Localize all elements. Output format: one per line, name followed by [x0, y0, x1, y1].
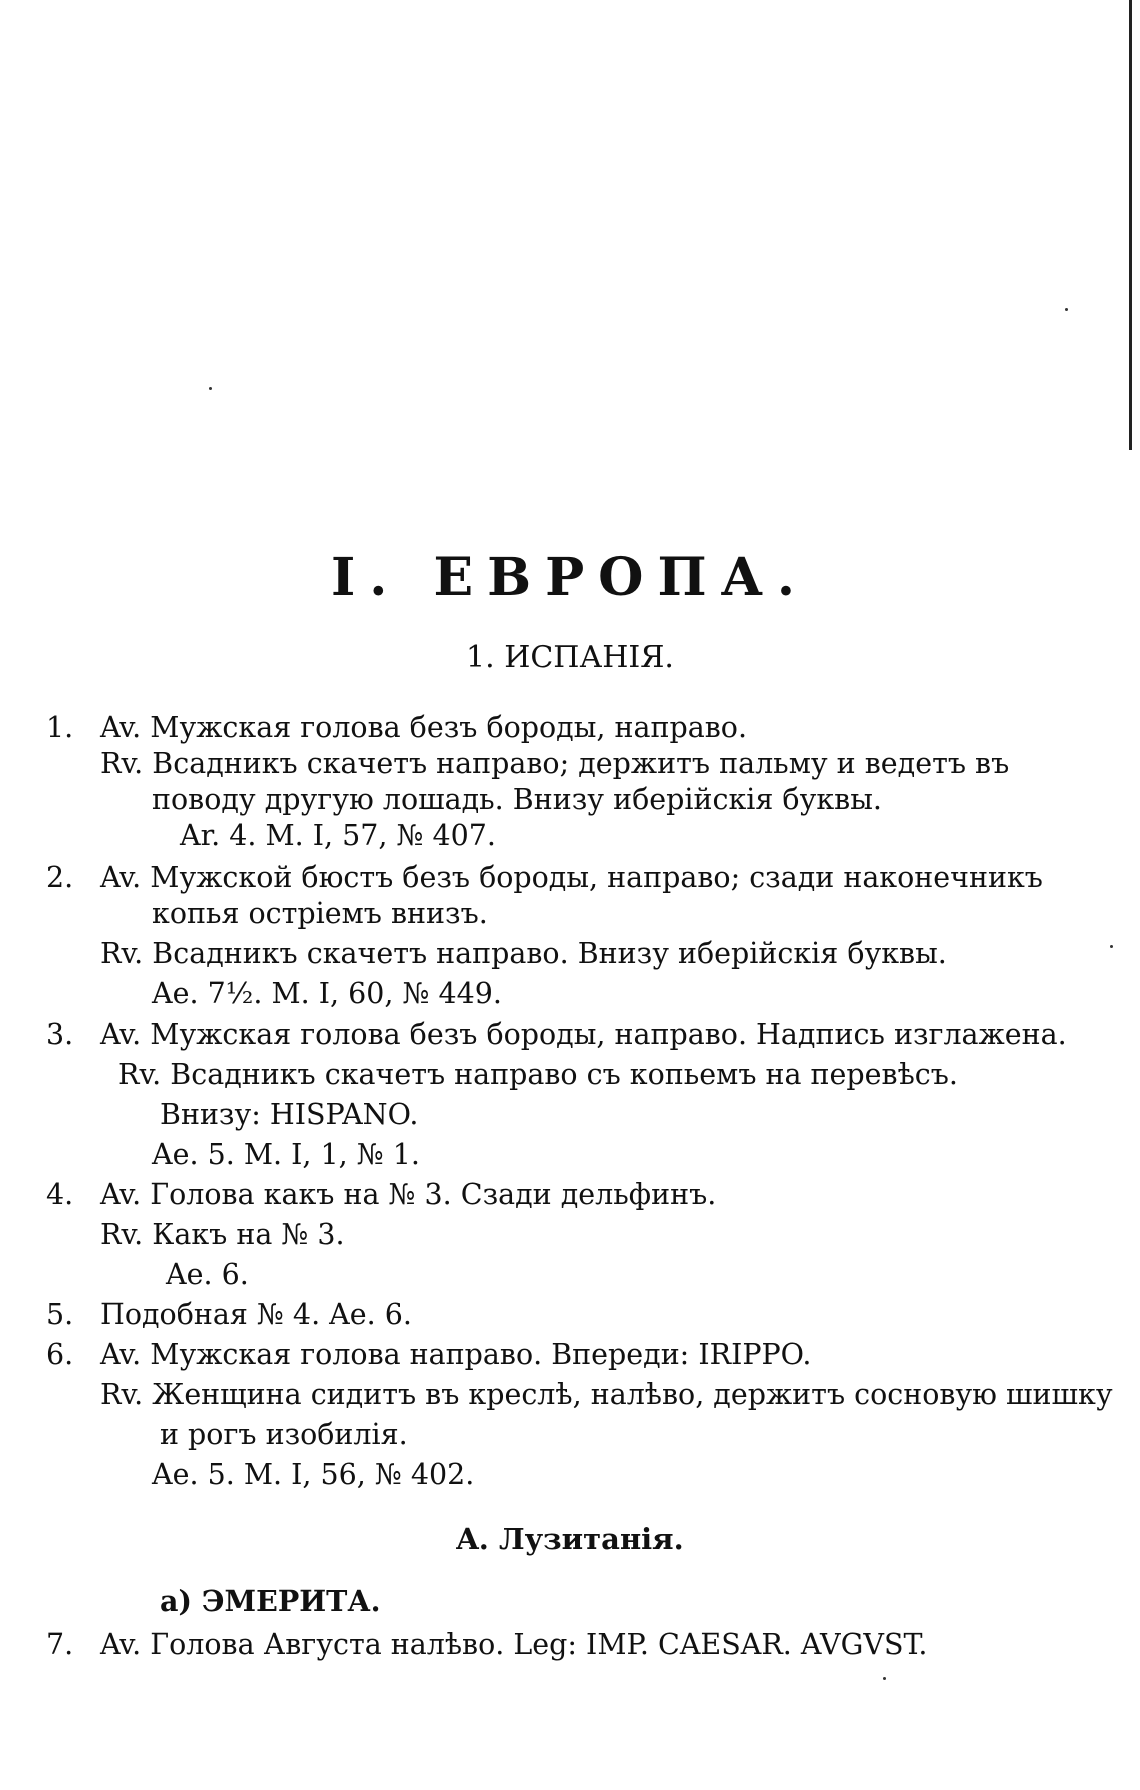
- entry-number: 7.: [46, 1628, 74, 1661]
- chapter-title: I. ЕВРОПА.: [330, 547, 810, 608]
- entry-number: 5.: [46, 1298, 74, 1331]
- entry-line: Ae. 5. M. I, 1, № 1.: [152, 1138, 420, 1171]
- entry-line: Rv. Всадникъ скачетъ направо. Внизу иберійскія буквы.: [100, 937, 947, 970]
- scan-speck: [883, 1677, 886, 1680]
- entry-line: поводу другую лошадь. Внизу иберійскія буквы.: [152, 783, 882, 816]
- entry-number: 6.: [46, 1338, 74, 1371]
- entry-line: копья остріемъ внизъ.: [152, 897, 488, 930]
- entry-number: 1.: [46, 711, 74, 744]
- entry-number: 2.: [46, 861, 74, 894]
- scan-speck: [209, 387, 212, 390]
- entry-number: 3.: [46, 1018, 74, 1051]
- entry-line: Ae. 6.: [166, 1258, 249, 1291]
- city-heading: а) ЭМЕРИТА.: [160, 1584, 381, 1618]
- entry-line: Ae. 7½. M. I, 60, № 449.: [152, 977, 502, 1010]
- entry-line: Rv. Какъ на № 3.: [100, 1218, 345, 1251]
- subsection-title: A. Лузитанія.: [456, 1522, 684, 1556]
- entry-line: Внизу: HISPANO.: [160, 1098, 419, 1131]
- entry-line: Rv. Женщина сидитъ въ креслѣ, налѣво, держитъ сосновую шишку: [100, 1378, 1113, 1411]
- section-title: 1. ИСПАНІЯ.: [466, 640, 674, 675]
- scan-speck: [1110, 945, 1113, 948]
- entry-line: Av. Мужская голова направо. Впереди: IRIPPO.: [100, 1338, 812, 1371]
- scan-edge-line: [1129, 0, 1132, 450]
- scan-speck: [1065, 308, 1068, 311]
- entry-line: Ae. 5. M. I, 56, № 402.: [152, 1458, 475, 1491]
- entry-line: Rv. Всадникъ скачетъ направо; держитъ пальму и ведетъ въ: [100, 747, 1010, 780]
- entry-line: Av. Мужской бюстъ безъ бороды, направо; сзади наконечникъ: [100, 861, 1043, 894]
- entry-line: Rv. Всадникъ скачетъ направо съ копьемъ на перевѣсъ.: [118, 1058, 958, 1091]
- entry-line: Av. Мужская голова безъ бороды, направо. Надпись изглажена.: [100, 1018, 1067, 1051]
- entry-line: Ar. 4. M. I, 57, № 407.: [180, 819, 496, 852]
- entry-line: Av. Мужская голова безъ бороды, направо.: [100, 711, 747, 744]
- entry-line: Av. Голова какъ на № 3. Сзади дельфинъ.: [100, 1178, 717, 1211]
- entry-line: Av. Голова Августа налѣво. Leg: IMP. CAESAR. AVGVST.: [100, 1628, 928, 1661]
- entry-line: и рогъ изобилія.: [160, 1418, 408, 1451]
- entry-line: Подобная № 4. Ae. 6.: [100, 1298, 412, 1331]
- entry-number: 4.: [46, 1178, 74, 1211]
